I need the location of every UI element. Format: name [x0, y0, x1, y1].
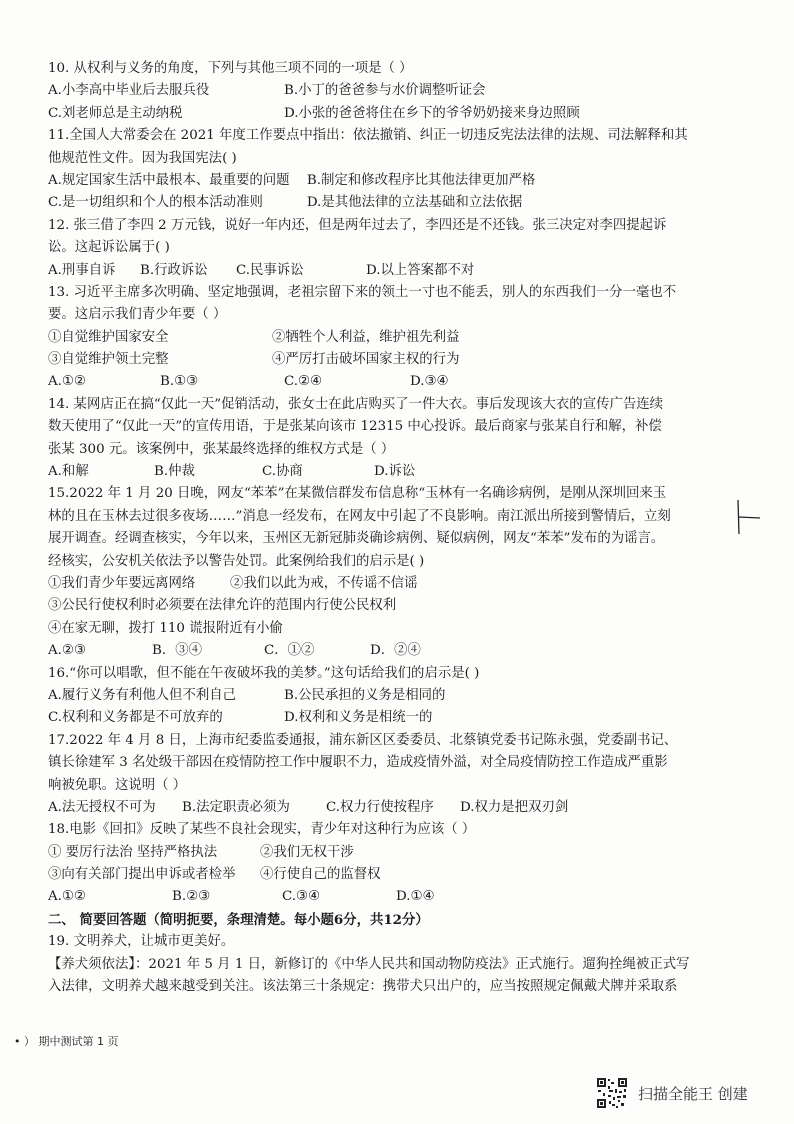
question-17-option-c: C.权力行使按程序 [326, 799, 434, 815]
question-14-stem-line-3: 张某 300 元。该案例中，张某最终选择的维权方式是（ ） [48, 441, 395, 457]
question-11-option-d: D.是其他法律的立法基础和立法依据 [306, 195, 523, 211]
question-13-item-1: ①自觉维护国家安全 [48, 329, 169, 345]
question-16-option-c: C.权利和义务都是不可放弃的 [48, 710, 223, 726]
question-15-option-b: B．③④ [152, 643, 203, 659]
question-14-stem-line-2: 数天使用了“仅此一天”的宣传用语，于是张某向该市 12315 中心投诉。最后商家与张某自行和解，补偿 [48, 419, 662, 435]
question-13-item-4: ④严厉打击破坏国家主权的行为 [272, 352, 460, 368]
question-13-option-c: C.②④ [284, 374, 323, 390]
question-10-options-row-1 [48, 80, 760, 102]
question-13-option-a: A.①② [48, 374, 86, 390]
question-16-option-a: A.履行义务有利他人但不利自己 [48, 687, 237, 703]
question-17-stem-line-3: 响被免职。这说明（ ） [48, 777, 187, 793]
question-12-option-a: A.刑事自诉 [48, 262, 116, 278]
question-15-option-c: C．①② [264, 643, 315, 659]
question-11-option-b: B.制定和修改程序比其他法律更加严格 [306, 172, 536, 188]
question-13-items-row-1 [48, 327, 760, 349]
margin-pen-mark [732, 498, 762, 536]
question-18-items-row-2 [48, 864, 760, 886]
page-footer: • ） 期中测试第 1 页 [14, 1035, 119, 1048]
qr-code-icon [596, 1077, 628, 1109]
question-13-option-d: D.③④ [410, 374, 449, 390]
question-19-stem: 19. 文明养犬，让城市更美好。 [48, 934, 235, 950]
question-11-option-c: C.是一切组织和个人的根本活动准则 [48, 195, 263, 211]
question-18-option-d: D.①④ [396, 889, 435, 905]
question-18-options [48, 886, 760, 908]
question-13-item-3: ③自觉维护领土完整 [48, 352, 169, 368]
question-15-option-d: D．②④ [370, 643, 421, 659]
question-13-item-2: ②牺牲个人利益，维护祖先利益 [272, 329, 460, 345]
question-15-stem-line-3: 展开调查。经调查核实，今年以来，玉州区无新冠肺炎确诊病例、疑似病例，网友“苯苯”发布的为谣言。 [48, 531, 665, 547]
question-18-item-3: ③向有关部门提出申诉或者检举 [48, 867, 236, 883]
question-14-options [48, 461, 760, 483]
question-10-options-row-2 [48, 103, 760, 125]
question-13-stem-line-1: 13. 习近平主席多次明确、坚定地强调，老祖宗留下来的领土一寸也不能丢，别人的东西我们一分一毫也不 [48, 284, 677, 300]
question-13-options [48, 371, 760, 393]
scanner-label: 扫描全能王 创建 [638, 1084, 748, 1103]
question-14-stem-line-1: 14. 某网店正在搞“仅此一天”促销活动，张女士在此店购买了一件大衣。事后发现该大衣的宣传广告连续 [48, 396, 664, 412]
question-10-option-d: D.小张的爸爸将住在乡下的爷爷奶奶接来身边照顾 [284, 105, 580, 121]
question-14-option-d: D.诉讼 [374, 464, 416, 480]
exam-content [48, 58, 760, 998]
question-12-stem-line-2: 讼。这起诉讼属于( ) [48, 240, 170, 256]
question-17-stem-line-2: 镇长徐建军 3 名处级干部因在疫情防控工作中履职不力，造成疫情外溢，对全局疫情防控工作造成严重影 [48, 755, 668, 771]
question-16-options-row-2 [48, 707, 760, 729]
question-11-stem-line-1: 11.全国人大常委会在 2021 年度工作要点中指出：依法撤销、纠正一切违反宪法法律的法规、司法解释和其 [48, 128, 688, 144]
question-17-option-a: A.法无授权不可为 [48, 799, 156, 815]
question-18-item-4: ④行使自己的监督权 [260, 867, 381, 883]
question-15-stem-line-1: 15.2022 年 1 月 20 日晚，网友“苯苯”在某微信群发布信息称“玉林有一名确诊病例，是刚从深圳回来玉 [48, 486, 667, 502]
question-15-stem-line-4: 经核实，公安机关依法予以警告处罚。此案例给我们的启示是( ) [48, 553, 425, 569]
question-17-stem-line-1: 17.2022 年 4 月 8 日，上海市纪委监委通报，浦东新区区委委员、北蔡镇党委书记陈永强，党委副书记、 [48, 732, 678, 748]
question-15-options [48, 640, 760, 662]
question-10-option-a: A.小李高中毕业后去服兵役 [48, 83, 210, 99]
question-13-stem-line-2: 要。这启示我们青少年要（ ） [48, 307, 227, 323]
question-19-paragraph-line-2: 入法律，文明养犬越来越受到关注。该法第三十条规定：携带犬只出户的，应当按照规定佩戴犬牌并采取系 [48, 979, 678, 995]
question-12-stem-line-1: 12. 张三借了李四 2 万元钱，说好一年内还，但是两年过去了，李四还是不还钱。张三决定对李四提起诉 [48, 217, 667, 233]
question-18-option-b: B.②③ [172, 889, 211, 905]
question-15-item-4: ④在家无聊，拨打 110 谎报附近有小偷 [48, 620, 283, 636]
question-19-paragraph-line-1: 【养犬须依法】：2021 年 5 月 1 日，新修订的《中华人民共和国动物防疫法》正式施行。遛狗拴绳被正式写 [48, 956, 690, 972]
question-15-stem-line-2: 林的且在玉林去过很多夜场……”消息一经发布，在网友中引起了不良影响。南江派出所接到警情后，立刻 [48, 508, 671, 524]
question-11-option-a: A.规定国家生活中最根本、最重要的问题 [48, 172, 290, 188]
question-10-option-b: B.小丁的爸爸参与水价调整听证会 [284, 83, 486, 99]
question-16-stem: 16.“你可以唱歌，但不能在午夜破坏我的美梦。”这句话给我们的启示是( ) [48, 665, 480, 681]
question-13-option-b: B.①③ [160, 374, 199, 390]
question-11-stem-line-2: 他规范性文件。因为我国宪法( ) [48, 150, 237, 166]
section-2-heading: 二、 简要回答题（简明扼要，条理清楚。每小题6分，共12分） [48, 911, 429, 928]
question-10-option-c: C.刘老师总是主动纳税 [48, 105, 183, 121]
question-16-option-d: D.权利和义务是相统一的 [284, 710, 433, 726]
question-13-items-row-2 [48, 349, 760, 371]
question-14-option-c: C.协商 [262, 464, 303, 480]
question-18-item-1: ① 要厉行法治 坚持严格执法 [48, 844, 218, 860]
question-12-option-d: D.以上答案都不对 [366, 262, 475, 278]
question-12-options [48, 260, 760, 282]
question-12-option-c: C.民事诉讼 [236, 262, 304, 278]
question-17-options [48, 797, 760, 819]
question-17-option-d: D.权力是把双刃剑 [460, 799, 569, 815]
question-18-items-row-1 [48, 842, 760, 864]
question-18-option-a: A.①② [48, 889, 86, 905]
question-18-option-c: C.③④ [282, 889, 321, 905]
question-15-option-a: A.②③ [48, 643, 86, 659]
question-11-options-row-2 [48, 192, 760, 214]
question-15-item-1: ①我们青少年要远离网络 [48, 575, 196, 591]
question-14-option-b: B.仲裁 [154, 464, 195, 480]
question-10-stem: 10. 从权利与义务的角度，下列与其他三项不同的一项是（ ） [48, 61, 413, 76]
question-18-stem: 18.电影《回扣》反映了某些不良社会现实，青少年对这种行为应该（ ） [48, 822, 476, 838]
question-11-options-row-1 [48, 170, 760, 192]
question-14-option-a: A.和解 [48, 464, 89, 480]
scanner-watermark [596, 1076, 748, 1110]
question-18-item-2: ②我们无权干涉 [260, 844, 354, 860]
question-17-option-b: B.法定职责必须为 [182, 799, 290, 815]
question-15-items-row-1 [48, 573, 760, 595]
question-12-option-b: B.行政诉讼 [140, 262, 208, 278]
question-16-options-row-1 [48, 685, 760, 707]
question-15-item-3: ③公民行使权利时必须要在法律允许的范围内行使公民权利 [48, 598, 397, 614]
question-15-item-2: ②我们以此为戒，不传谣不信谣 [230, 575, 418, 591]
question-16-option-b: B.公民承担的义务是相同的 [284, 687, 446, 703]
